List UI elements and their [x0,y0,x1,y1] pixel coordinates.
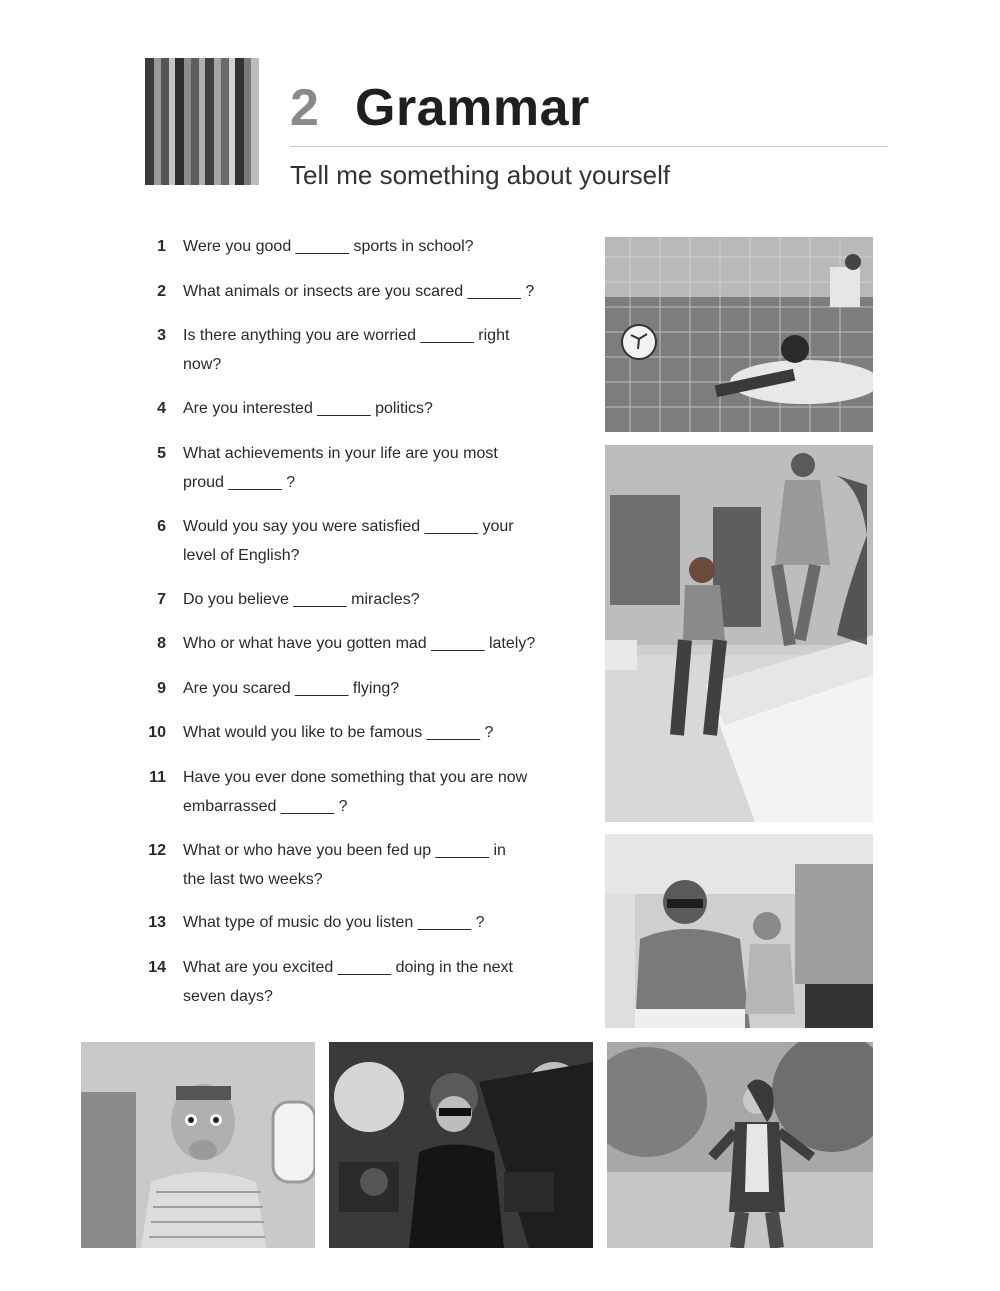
question-number: 3 [157,327,166,344]
question-number: 11 [149,769,166,786]
photo-goalkeeper [605,237,873,432]
question-text: Would you say you were satisfied ______ your level of English? [183,518,514,564]
page-subtitle: Tell me something about yourself [290,160,671,190]
stripe-bar [184,58,191,185]
question-text: What are you excited ______ doing in the next seven days? [183,959,513,1005]
title-divider [290,146,888,147]
photo-bedroom-bed-jumping [605,445,873,822]
question-number: 10 [148,724,166,741]
stripe-logo [145,58,265,185]
question-text: Do you believe ______ miracles? [183,591,420,608]
question-text: What would you like to be famous ______ ? [183,724,494,741]
stripe-bar [175,58,184,185]
question-text: Are you scared ______ flying? [183,680,400,697]
photo-scared-airplane-passenger [81,1042,315,1248]
question-number: 13 [148,914,166,931]
question-text: What or who have you been fed up ______ in the last two weeks? [183,842,506,888]
stripe-bar [191,58,199,185]
question-number: 5 [157,445,166,462]
question-number: 1 [157,238,166,255]
stripe-bar [221,58,229,185]
question-number: 2 [157,283,166,300]
page-title: Grammar [355,79,590,137]
question-text: Who or what have you gotten mad ______ lately? [183,635,536,652]
photo-office-woman-glasses [605,834,873,1028]
stripe-bar [154,58,161,185]
question-text: Are you interested ______ politics? [183,400,433,417]
photo-celebrity-photographers [329,1042,593,1248]
unit-number: 2 [290,79,319,137]
stripe-bar [235,58,244,185]
question-number: 14 [148,959,166,976]
stripe-bar [214,58,221,185]
question-number: 9 [157,680,166,697]
photo-excited-woman-park [607,1042,873,1248]
question-number: 4 [157,400,166,417]
question-number: 12 [148,842,166,859]
stripe-bar [251,58,259,185]
stripe-bar [145,58,154,185]
stripe-bar [161,58,169,185]
stripe-bar [205,58,214,185]
question-number: 7 [157,591,166,608]
question-text: Were you good ______ sports in school? [183,238,474,255]
question-number: 6 [157,518,166,535]
question-text: What achievements in your life are you most proud ______ ? [183,445,498,491]
question-text: Have you ever done something that you are now embarrassed ______ ? [183,769,528,815]
question-number: 8 [157,635,166,652]
stripe-bar [244,58,251,185]
question-text: What type of music do you listen ______ ? [183,914,485,931]
question-text: What animals or insects are you scared ______ ? [183,283,535,300]
question-text: Is there anything you are worried ______ right now? [183,327,510,373]
